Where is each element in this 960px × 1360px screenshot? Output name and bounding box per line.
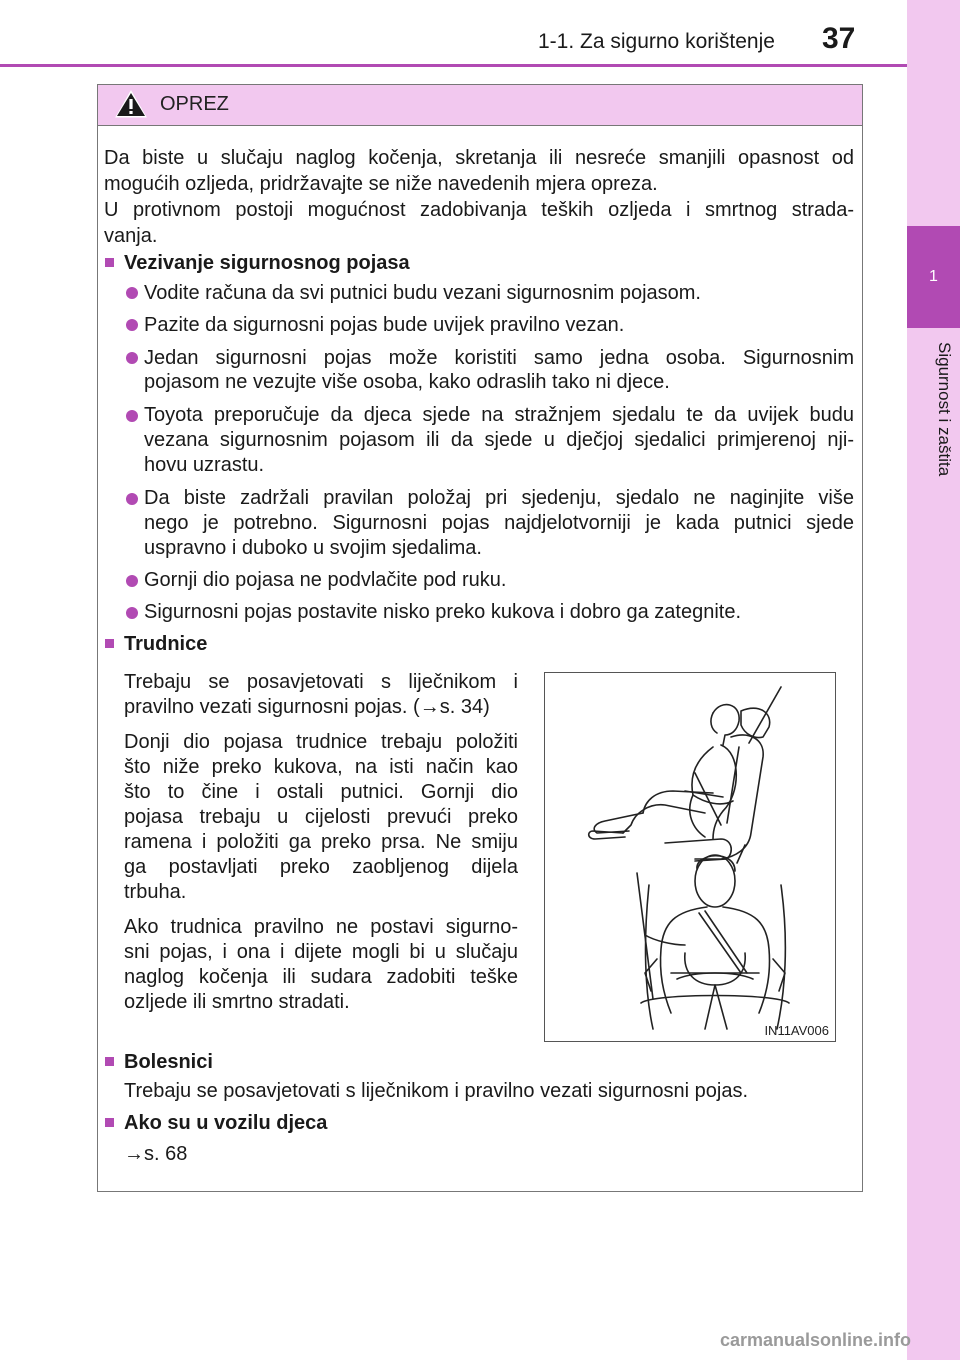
section-heading-ill: Bolesnici	[124, 1051, 213, 1073]
section-title: 1-1. Za sigurno korištenje	[538, 30, 775, 53]
pregnant-text: Donji dio pojasa trudnice trebaju položiti	[124, 731, 518, 753]
intro-line-3: U protivnom postoji mogućnost zadobivanja teških ozljeda i smrtnog strada-	[104, 199, 854, 221]
caution-label: OPREZ	[160, 93, 229, 115]
bullet-icon	[126, 493, 138, 505]
pregnant-text: što niže preko kukova, na isti način kao	[124, 756, 518, 778]
bullet-icon	[126, 352, 138, 364]
pregnant-text: sni pojas, i ona i dijete mogli bi u slučaju	[124, 941, 518, 963]
side-tab-background-lower	[907, 328, 960, 1360]
bullet-text: hovu uzrastu.	[144, 454, 265, 476]
bullet-text: Pazite da sigurnosni pojas bude uvijek pravilno vezan.	[144, 314, 625, 336]
bullet-text: vezana sigurnosnim pojasom ili da sjede u dječjoj sjedalici primjerenoj nji-	[144, 429, 854, 451]
caution-header	[98, 85, 862, 126]
pregnant-text: ga postavljati preko zaobljenog dijela	[124, 856, 518, 878]
children-reference-link[interactable]: →s. 68	[124, 1143, 188, 1165]
pregnant-seatbelt-illustration	[544, 672, 836, 1042]
bullet-icon	[126, 287, 138, 299]
chapter-number-tab	[907, 226, 960, 328]
side-tab-background	[907, 0, 960, 226]
bullet-text: Da biste zadržali pravilan položaj pri sjedenju, sjedalo ne naginjite više	[144, 487, 854, 509]
bullet-icon	[126, 319, 138, 331]
warning-icon	[114, 89, 148, 119]
section-heading-pregnant: Trudnice	[124, 633, 208, 655]
figure-code: IN11AV006	[764, 1023, 829, 1038]
pregnant-text: što to čine i ostali putnici. Gornji dio	[124, 781, 518, 803]
bullet-text: nego je potrebno. Sigurnosni pojas najdjelotvorniji je kada putnici sjede	[144, 512, 854, 534]
chapter-label: Sigurnost i zaštita	[935, 342, 954, 477]
illustration-drawing	[545, 673, 835, 1041]
bullet-text: Toyota preporučuje da djeca sjede na stražnjem sjedalu te da uvijek budu	[144, 404, 854, 426]
section-heading-belts: Vezivanje sigurnosnog pojasa	[124, 252, 410, 274]
pregnant-text: Ako trudnica pravilno ne postavi sigurno-	[124, 916, 518, 938]
chapter-number: 1	[929, 268, 938, 285]
section-marker	[105, 258, 114, 267]
ill-text: Trebaju se posavjetovati s liječnikom i pravilno vezati sigurnosni pojas.	[124, 1080, 749, 1102]
page-number: 37	[822, 22, 856, 55]
bullet-icon	[126, 410, 138, 422]
pregnant-text: naglog kočenja ili sudara zadobiti teške	[124, 966, 518, 988]
intro-line-1: Da biste u slučaju naglog kočenja, skretanja ili nesreće smanjili opasnost od	[104, 147, 854, 169]
bullet-icon	[126, 575, 138, 587]
bullet-text: uspravno i duboko u svojim sjedalima.	[144, 537, 482, 559]
header-rule	[0, 64, 910, 67]
intro-line-4: vanja.	[104, 225, 158, 247]
footer-watermark: carmanualsonline.info	[720, 1330, 912, 1350]
pregnant-text: Trebaju se posavjetovati s liječnikom i	[124, 671, 518, 693]
section-marker	[105, 1118, 114, 1127]
bullet-text: Gornji dio pojasa ne podvlačite pod ruku.	[144, 569, 507, 591]
bullet-text: Jedan sigurnosni pojas može koristiti samo jedna osoba. Sigurnosnim	[144, 347, 854, 369]
pregnant-text: pravilno vezati sigurnosni pojas. (→s. 34)	[124, 696, 490, 718]
bullet-text: Sigurnosni pojas postavite nisko preko kukova i dobro ga zategnite.	[144, 601, 742, 623]
section-heading-children: Ako su u vozilu djeca	[124, 1112, 328, 1134]
pregnant-text: ramena i položiti ga preko prsa. Ne smiju	[124, 831, 518, 853]
bullet-text: Vodite računa da svi putnici budu vezani sigurnosnim pojasom.	[144, 282, 701, 304]
bullet-icon	[126, 607, 138, 619]
pregnant-text: pojasa trebaju u cijelosti prevući preko	[124, 806, 518, 828]
intro-line-2: mogućih ozljeda, pridržavajte se niže navedenih mjera opreza.	[104, 173, 658, 195]
section-marker	[105, 1057, 114, 1066]
bullet-text: pojasom ne vezujte više osoba, kako odraslih tako ni djece.	[144, 371, 670, 393]
pregnant-text: ozljede ili smrtno stradati.	[124, 991, 350, 1013]
pregnant-text: trbuha.	[124, 881, 187, 903]
section-marker	[105, 639, 114, 648]
